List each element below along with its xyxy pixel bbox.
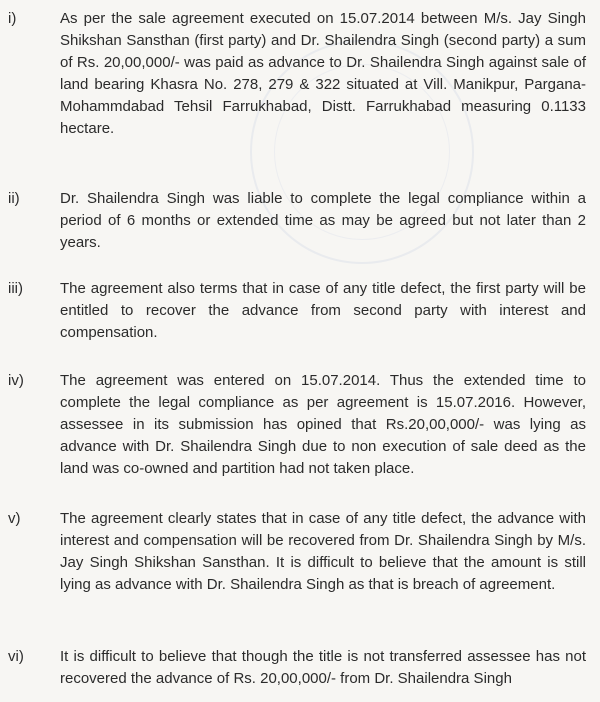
- paragraph-number: vi): [8, 648, 24, 665]
- paragraph-text: The agreement also terms that in case of any title defect, the first party will be entitled to recover the advance from second party with interest and compensation.: [60, 280, 586, 341]
- paragraph-text: As per the sale agreement executed on 15.07.2014 between M/s. Jay Singh Shikshan Sansthan (first party) and Dr. Shailendra Singh (second party) a sum of Rs. 20,00,000/- was paid as advance to Dr. Shailendra Singh against sale of land bearing Khasra No. 278, 279 & 322 situated at Vill. Manikpur, Pargana- Mohammdabad Tehsil Farrukhabad, Distt. Farrukhabad measuring 0.1133 hectare.: [60, 10, 586, 137]
- paragraph-number: ii): [8, 190, 20, 207]
- paragraph-number: iii): [8, 280, 23, 297]
- paragraph-number: iv): [8, 372, 24, 389]
- paragraph-text: It is difficult to believe that though the title is not transferred assessee has not recovered the advance of Rs. 20,00,000/- from Dr. Shailendra Singh: [60, 648, 586, 687]
- paragraph-number: i): [8, 10, 17, 27]
- paragraph-text: Dr. Shailendra Singh was liable to complete the legal compliance within a period of 6 months or extended time as may be agreed but not later than 2 years.: [60, 190, 586, 251]
- paragraph-number: v): [8, 510, 21, 527]
- paragraph-text: The agreement clearly states that in case of any title defect, the advance with interest and compensation will be recovered from Dr. Shailendra Singh by M/s. Jay Singh Shikshan Sansthan. It is difficult to believe that the amount is still lying as advance with Dr. Shailendra Singh as that is breach of agreement.: [60, 510, 586, 593]
- paragraph-text: The agreement was entered on 15.07.2014. Thus the extended time to complete the legal compliance as per agreement is 15.07.2016. However, assessee in its submission has opined that Rs.20,00,000/- was lying as advance with Dr. Shailendra Singh due to non execution of sale deed as the land was co-owned and partition had not taken place.: [60, 372, 586, 477]
